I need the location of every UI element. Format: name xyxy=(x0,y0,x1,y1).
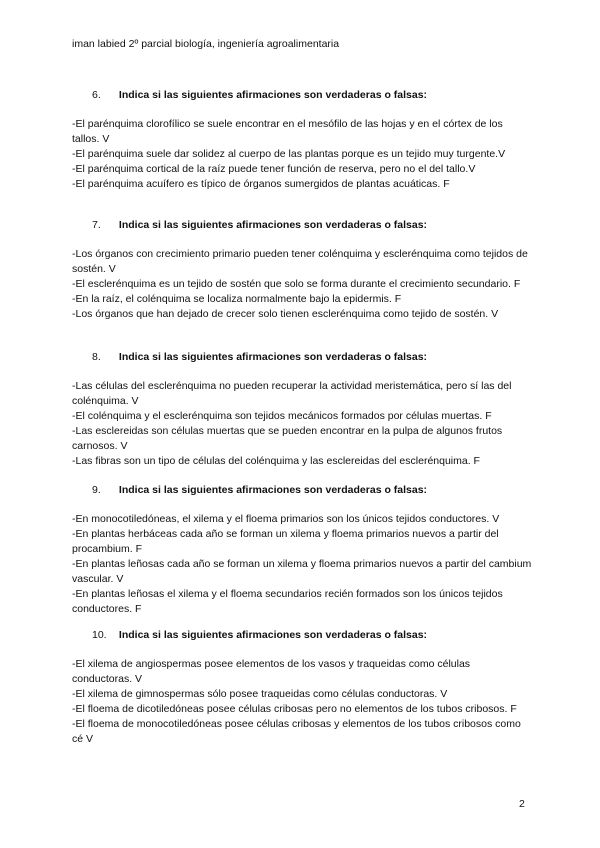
statement: -El parénquima acuífero es típico de órganos sumergidos de plantas acuáticas. F xyxy=(72,178,450,190)
question-heading xyxy=(72,351,532,363)
question-6 xyxy=(72,89,532,192)
statement: -El parénquima clorofílico se suele encontrar en el mesófilo de las hojas y en el córtex de los tallos. V xyxy=(72,118,503,145)
statement: -El parénquima cortical de la raíz puede tener función de reserva, pero no el del tallo.V xyxy=(72,163,476,175)
question-8 xyxy=(72,351,532,469)
question-10 xyxy=(72,629,532,747)
statement: -El floema de dicotiledóneas posee células cribosas pero no elementos de los tubos cribosos. F xyxy=(72,703,517,715)
question-heading xyxy=(72,219,532,231)
statement: -El xilema de angiospermas posee elementos de los vasos y traqueidas como células conductoras. V xyxy=(72,658,471,685)
question-number: 8. xyxy=(92,351,101,363)
question-number: 9. xyxy=(92,484,101,496)
statement: -El floema de monocotiledóneas posee células cribosas y elementos de los tubos cribosos como cé V xyxy=(72,718,521,745)
question-heading xyxy=(72,484,532,496)
page-number: 2 xyxy=(519,798,525,810)
statement: -En monocotiledóneas, el xilema y el floema primarios son los únicos tejidos conductores. V xyxy=(72,513,500,525)
question-heading xyxy=(72,89,532,101)
statement: -El esclerénquima es un tejido de sostén que solo se forma durante el crecimiento secundario. F xyxy=(72,278,521,290)
question-number: 10. xyxy=(92,629,107,641)
question-title: Indica si las siguientes afirmaciones son verdaderas o falsas: xyxy=(118,219,428,231)
statement: -En la raíz, el colénquima se localiza normalmente bajo la epidermis. F xyxy=(72,293,402,305)
statement: -En plantas herbáceas cada año se forman un xilema y floema primarios nuevos a partir del procambium. F xyxy=(72,528,499,555)
statement: -En plantas leñosas cada año se forman un xilema y floema primarios nuevos a partir del cambium vascular. V xyxy=(72,558,532,585)
statement: -El colénquima y el esclerénquima son tejidos mecánicos formados por células muertas. F xyxy=(72,410,492,422)
question-number: 6. xyxy=(92,89,101,101)
statement: -Las esclereidas son células muertas que se pueden encontrar en la pulpa de algunos frutos carnosos. V xyxy=(72,425,503,452)
statement: -Las fibras son un tipo de células del colénquima y las esclereidas del esclerénquima. F xyxy=(72,455,480,467)
statement: -El xilema de gimnospermas sólo posee traqueidas como células conductoras. V xyxy=(72,688,448,700)
question-title: Indica si las siguientes afirmaciones son verdaderas o falsas: xyxy=(118,484,428,496)
question-7 xyxy=(72,219,532,322)
statement: -Las células del esclerénquima no pueden recuperar la actividad meristemática, pero sí las del colénquima. V xyxy=(72,380,512,407)
statement: -El parénquima suele dar solidez al cuerpo de las plantas porque es un tejido muy turgente.V xyxy=(72,148,506,160)
statement: -Los órganos que han dejado de crecer solo tienen esclerénquima como tejido de sostén. V xyxy=(72,308,499,320)
question-number: 7. xyxy=(92,219,101,231)
document-header: iman labied 2º parcial biología, ingeniería agroalimentaria xyxy=(72,38,340,50)
question-9 xyxy=(72,484,532,617)
statement: -Los órganos con crecimiento primario pueden tener colénquima y esclerénquima como tejidos de sostén. V xyxy=(72,248,528,275)
question-title: Indica si las siguientes afirmaciones son verdaderas o falsas: xyxy=(118,89,428,101)
question-title: Indica si las siguientes afirmaciones son verdaderas o falsas: xyxy=(118,629,428,641)
statement: -En plantas leñosas el xilema y el floema secundarios recién formados son los únicos tejidos conductores. F xyxy=(72,588,503,615)
question-heading xyxy=(72,629,532,641)
question-title: Indica si las siguientes afirmaciones son verdaderas o falsas: xyxy=(118,351,428,363)
